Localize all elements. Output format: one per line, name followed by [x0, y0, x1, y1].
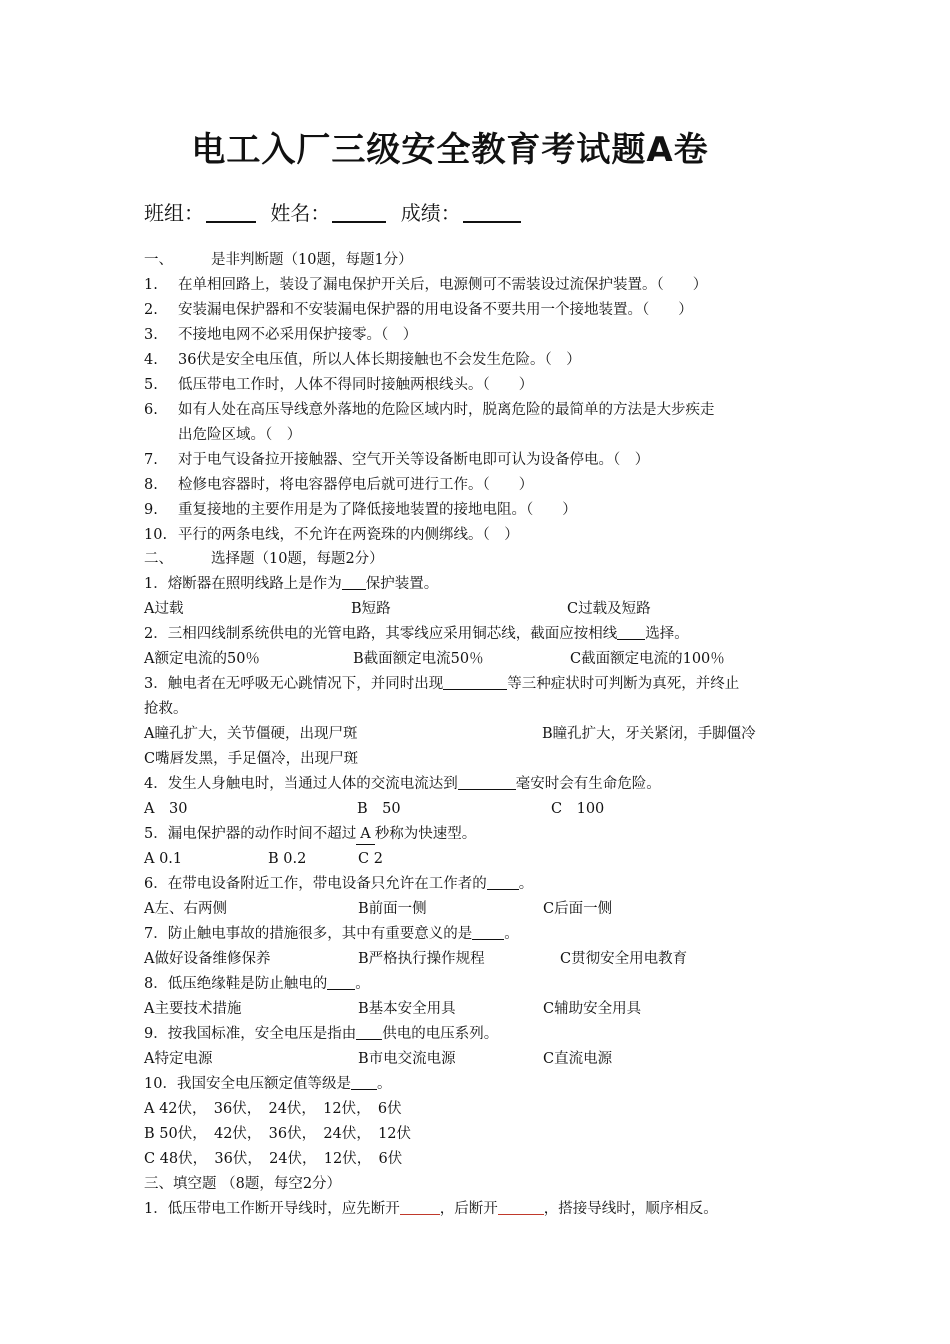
- answer-blank[interactable]: [487, 874, 519, 890]
- question-5: 5．漏电保护器的动作时间不超过 A 秒称为快速型。: [144, 824, 476, 845]
- answer-blank[interactable]: [617, 624, 645, 640]
- class-label: 班组：: [144, 201, 204, 225]
- question-10-option-c: C 48伏， 36伏， 24伏， 12伏， 6伏: [144, 1151, 403, 1167]
- list-item: 3. 不接地电网不必采用保护接零。（ ）: [144, 327, 418, 343]
- answer-blank[interactable]: [472, 924, 504, 940]
- list-item: 1. 在单相回路上，装设了漏电保护开关后，电源侧可不需装设过流保护装置。（ ）: [144, 277, 708, 293]
- question-2: 2．三相四线制系统供电的光管电路，其零线应采用铜芯线，截面应按相线 选择。: [144, 626, 689, 642]
- question-1: 1．熔断器在照明线路上是作为 保护装置。: [144, 576, 439, 592]
- list-item: 8. 检修电容器时，将电容器停电后就可进行工作。（ ）: [144, 477, 534, 493]
- question-3: 3．触电者在无呼吸无心跳情况下，并同时出现 等三种症状时可判断为真死，并终止: [144, 676, 740, 692]
- question-3-option-c: C嘴唇发黑，手足僵冷，出现尸斑: [144, 751, 359, 767]
- list-item: 6. 如有人处在高压导线意外落地的危险区域内时，脱离危险的最简单的方法是大步疾走: [144, 402, 715, 418]
- question-3-continued: 抢救。: [144, 701, 188, 717]
- name-label: 姓名：: [270, 201, 331, 225]
- section1-heading: 一、 是非判断题（10题，每题1分）: [144, 252, 413, 268]
- section2-heading: 二、 选择题（10题，每题2分）: [144, 551, 384, 567]
- list-item: 出危险区域。（ ）: [178, 427, 302, 443]
- answer-blank[interactable]: [458, 774, 516, 790]
- name-blank[interactable]: [332, 201, 386, 223]
- list-item: 9. 重复接地的主要作用是为了降低接地装置的接地电阻。（ ）: [144, 502, 577, 518]
- answer-blank[interactable]: [356, 1024, 382, 1040]
- question-10-option-a: A 42伏， 36伏， 24伏， 12伏， 6伏: [144, 1101, 402, 1117]
- score-label: 成绩：: [400, 201, 461, 225]
- question-10: 10．我国安全电压额定值等级是 。: [144, 1076, 392, 1092]
- list-item: 7. 对于电气设备拉开接触器、空气开关等设备断电即可认为设备停电。（ ）: [144, 452, 650, 468]
- question-9: 9．按我国标准，安全电压是指由 供电的电压系列。: [144, 1026, 499, 1042]
- section3-heading: 三、填空题 （8题，每空2分）: [144, 1176, 342, 1192]
- answer-blank[interactable]: [498, 1199, 544, 1215]
- answer-blank[interactable]: [443, 674, 507, 690]
- class-blank[interactable]: [206, 201, 256, 223]
- fill-question-1: 1．低压带电工作断开导线时，应先断开 ，后断开 ，搭接导线时，顺序相反。: [144, 1201, 718, 1217]
- list-item: 2. 安装漏电保护器和不安装漏电保护器的用电设备不要共用一个接地装置。（ ）: [144, 302, 693, 318]
- question-10-option-b: B 50伏， 42伏， 36伏， 24伏， 12伏: [144, 1126, 412, 1142]
- score-blank[interactable]: [463, 201, 521, 223]
- list-item: 5. 低压带电工作时，人体不得同时接触两根线头。（ ）: [144, 377, 534, 393]
- question-6: 6．在带电设备附近工作，带电设备只允许在工作者的 。: [144, 876, 534, 892]
- question-7: 7．防止触电事故的措施很多，其中有重要意义的是 。: [144, 926, 519, 942]
- page-title: 电工入厂三级安全教育考试题A卷: [191, 130, 709, 170]
- filled-answer: A: [356, 824, 374, 845]
- list-item: 10. 平行的两条电线，不允许在两瓷珠的内侧绑线。（ ）: [144, 527, 519, 543]
- question-8: 8．低压绝缘鞋是防止触电的 。: [144, 976, 370, 992]
- answer-blank[interactable]: [327, 974, 355, 990]
- student-info-row: [144, 197, 529, 226]
- question-4: 4．发生人身触电时，当通过人体的交流电流达到 毫安时会有生命危险。: [144, 776, 661, 792]
- answer-blank[interactable]: [351, 1074, 377, 1090]
- answer-blank[interactable]: [400, 1199, 440, 1215]
- list-item: 4. 36伏是安全电压值，所以人体长期接触也不会发生危险。（ ）: [144, 352, 581, 368]
- answer-blank[interactable]: [342, 574, 366, 590]
